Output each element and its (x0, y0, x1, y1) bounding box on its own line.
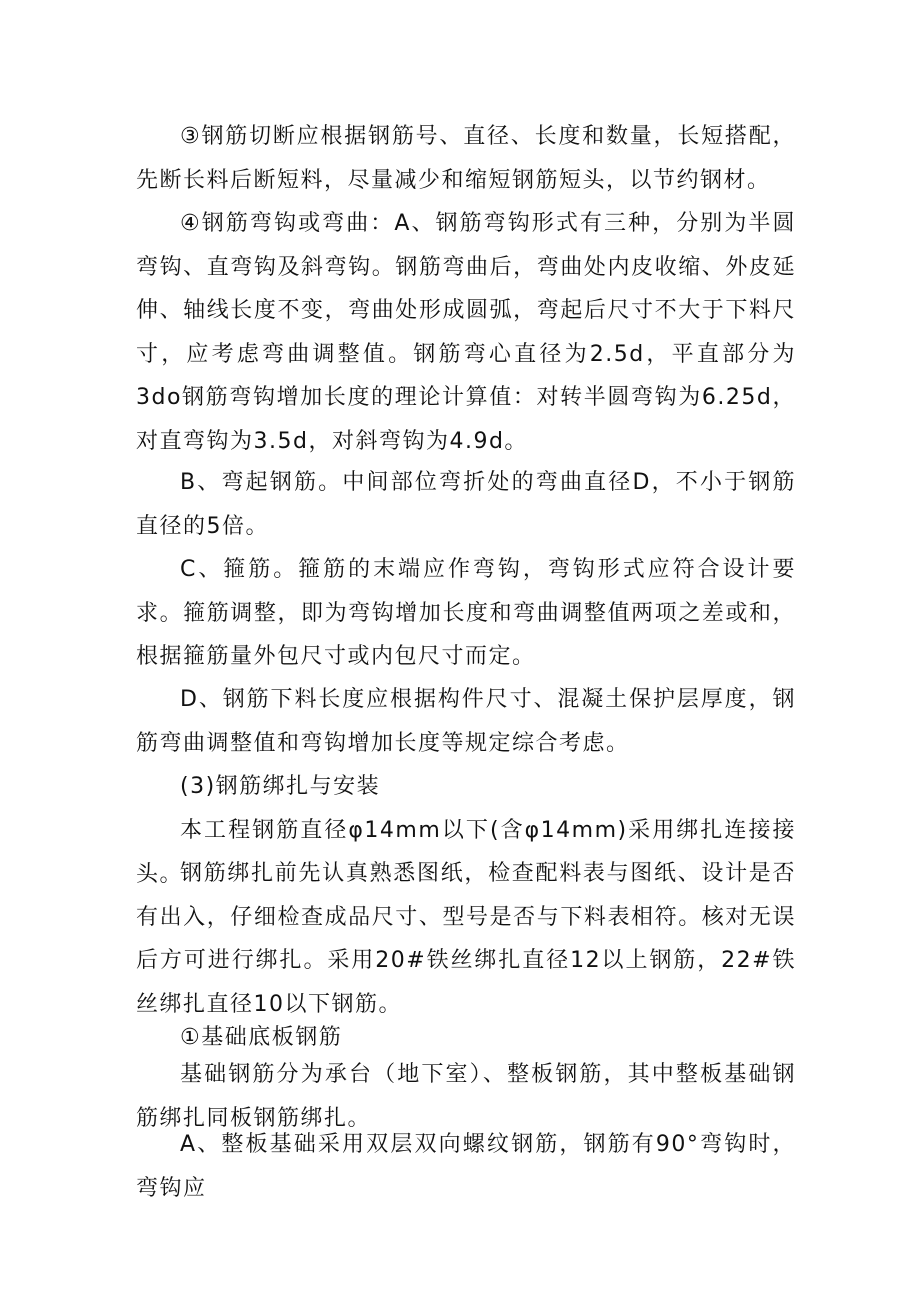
paragraph-bending-hooks: ④钢筋弯钩或弯曲：A、钢筋弯钩形式有三种，分别为半圆弯钩、直弯钩及斜弯钩。钢筋弯曲后，弯曲处内皮收缩、外皮延伸、轴线长度不变，弯曲处形成圆弧，弯起后尺寸不大于下料尺寸，应考虑弯曲调整值。钢筋弯心直径为2.5d，平直部分为3do钢筋弯钩增加长度的理论计算值：对转半圆弯钩为6.25d，对直弯钩为3.5d，对斜弯钩为4.9d。 (136, 211, 796, 454)
section-heading-binding: (3)钢筋绑扎与安装 (180, 774, 381, 799)
paragraph-cutting-length: D、钢筋下料长度应根据构件尺寸、混凝土保护层厚度，钢筋弯曲调整值和弯钩增加长度等规定综合考虑。 (136, 687, 796, 756)
paragraph-slab-rebar: A、整板基础采用双层双向螺纹钢筋，钢筋有90°弯钩时，弯钩应 (136, 1132, 796, 1201)
paragraph-stirrups: C、箍筋。箍筋的末端应作弯钩，弯钩形式应符合设计要求。箍筋调整，即为弯钩增加长度和弯曲调整值两项之差或和，根据箍筋量外包尺寸或内包尺寸而定。 (136, 557, 796, 669)
paragraph-foundation-rebar: 基础钢筋分为承台（地下室）、整板钢筋，其中整板基础钢筋绑扎同板钢筋绑扎。 (136, 1062, 796, 1131)
paragraph-bent-bars: B、弯起钢筋。中间部位弯折处的弯曲直径D，不小于钢筋直径的5倍。 (136, 470, 796, 539)
paragraph-binding-prep: 钢筋绑扎前先认真熟悉图纸，检查配料表与图纸、设计是否有出入，仔细检查成品尺寸、型号是否与下料表相符。核对无误后方可进行绑扎。采用20#铁丝绑扎直径12以上钢筋，22#铁丝绑扎直径10以下钢筋。 (136, 861, 796, 1017)
subheading-foundation-slab: ①基础底板钢筋 (180, 1025, 343, 1050)
paragraph-binding-joints: 本工程钢筋直径φ14mm以下(含φ14mm)采用绑扎连接接头。 (136, 818, 796, 887)
paragraph-cutting: ③钢筋切断应根据钢筋号、直径、长度和数量，长短搭配，先断长料后断短料，尽量减少和缩短钢筋短头，以节约钢材。 (136, 124, 796, 193)
